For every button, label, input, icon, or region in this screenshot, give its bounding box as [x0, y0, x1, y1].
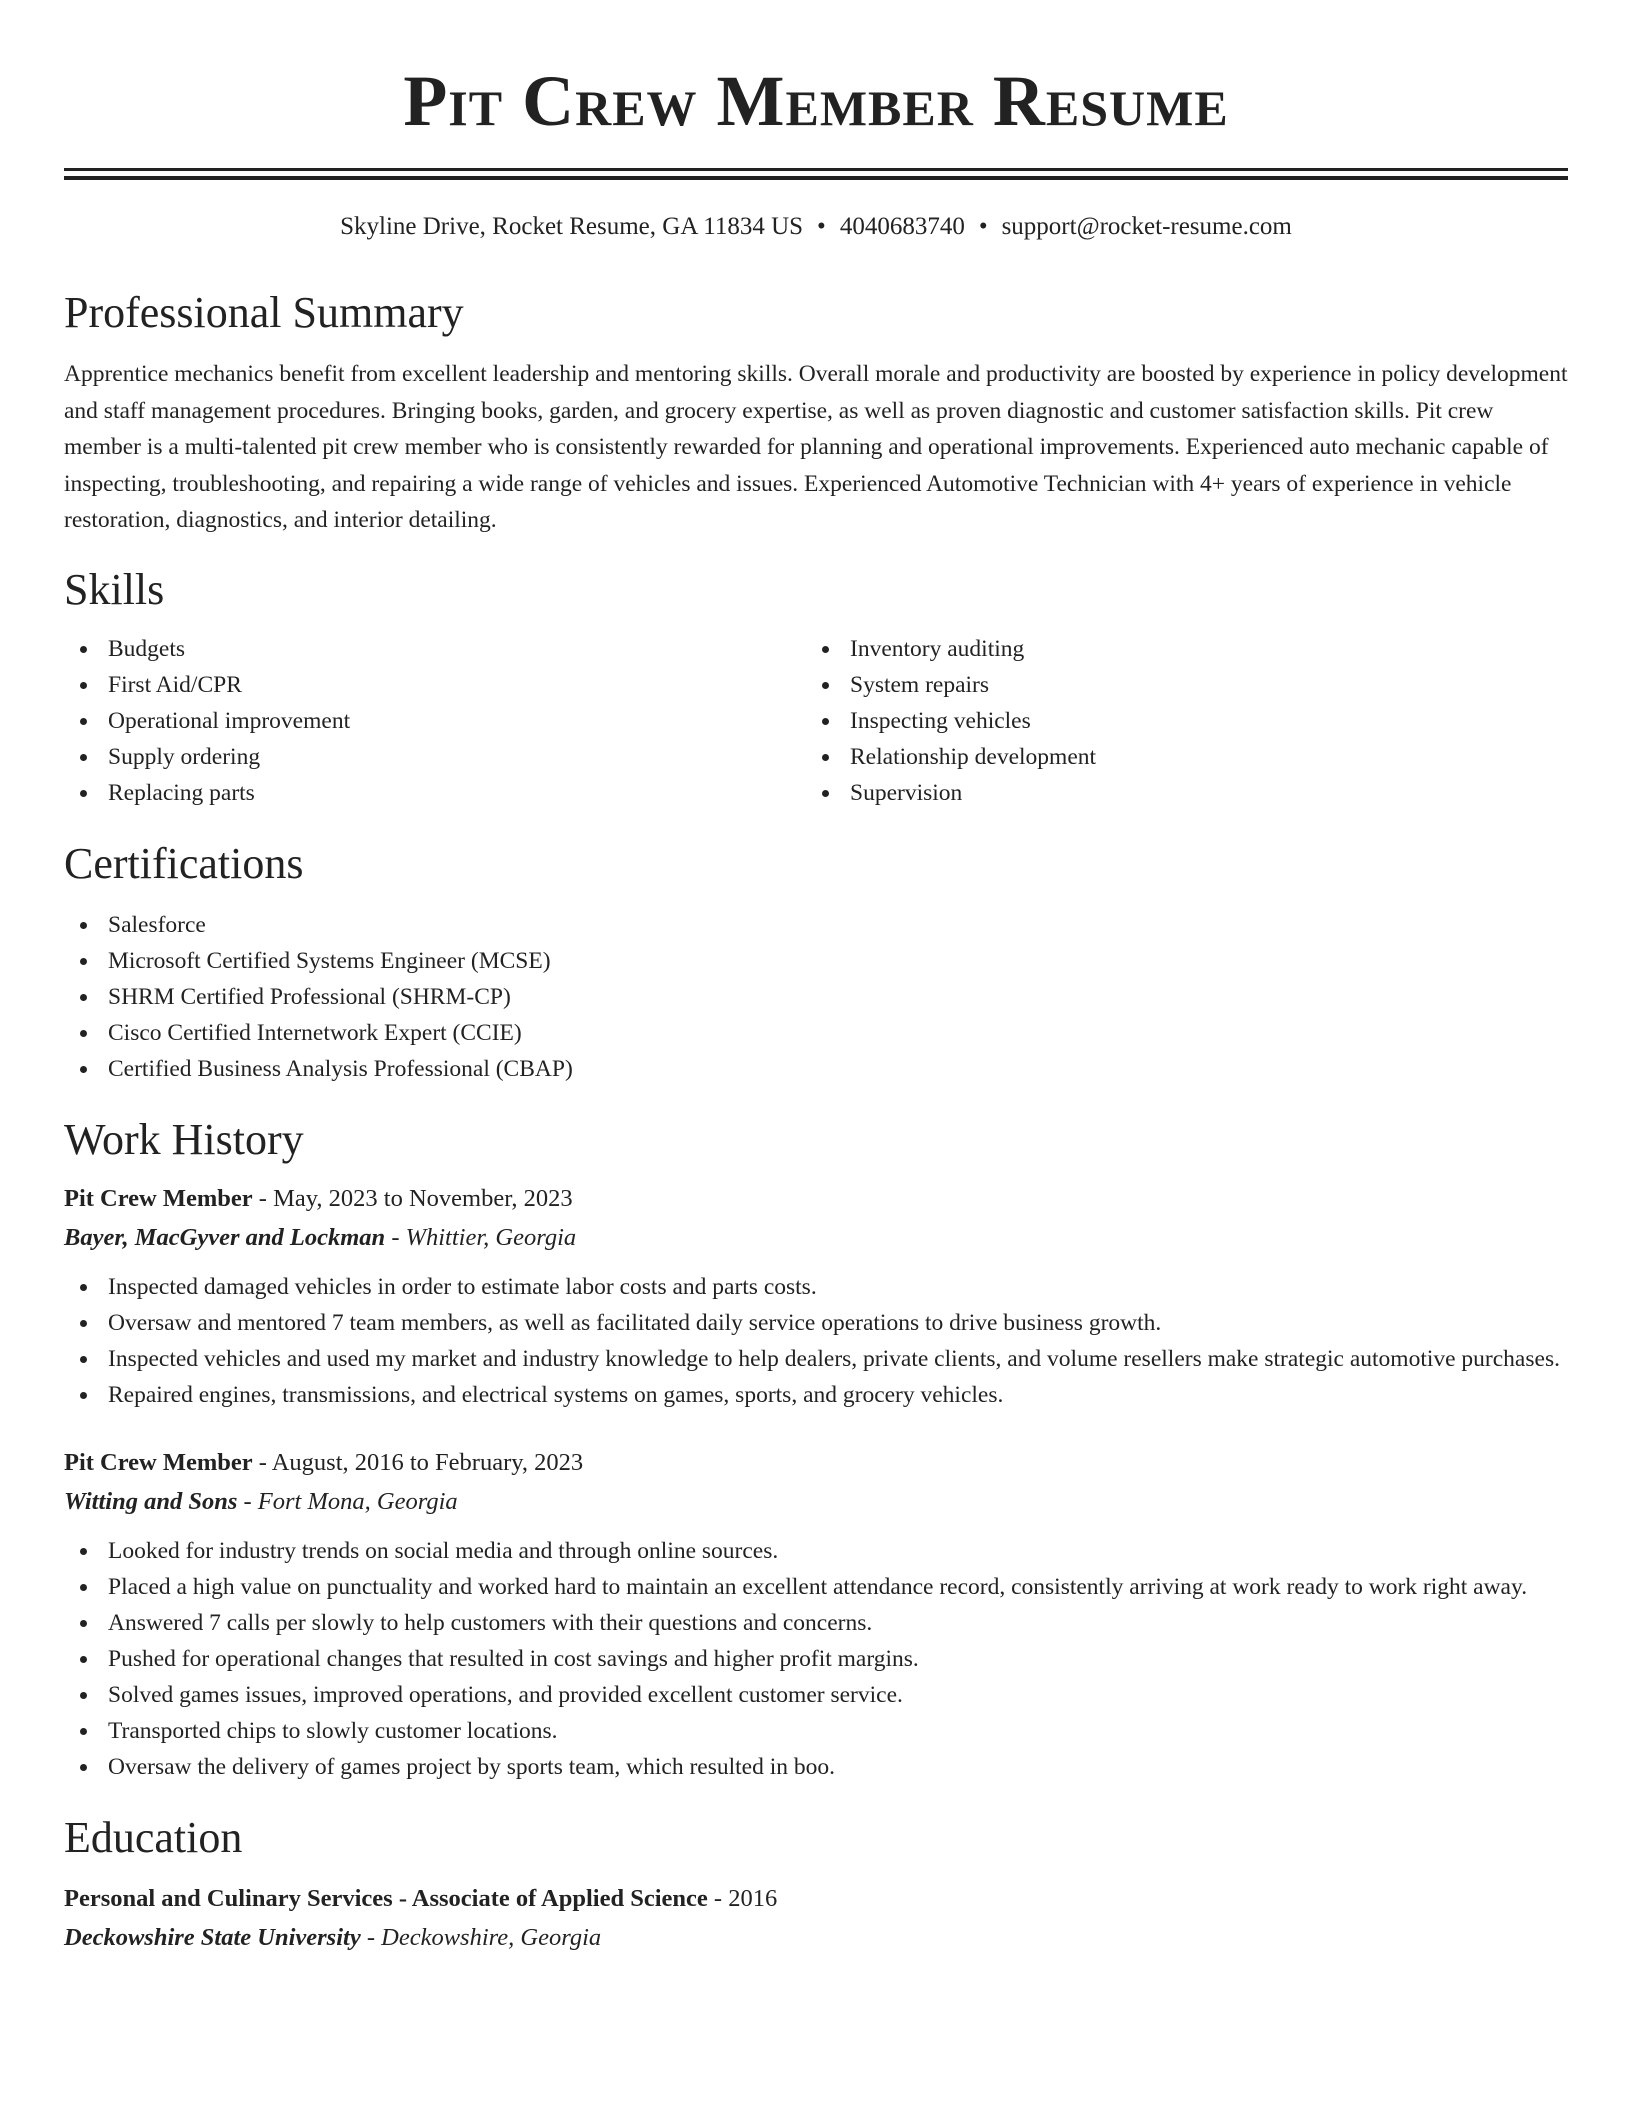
company-location: - Whittier, Georgia	[391, 1223, 577, 1251]
contact-email: support@rocket-resume.com	[1001, 213, 1292, 240]
title-divider-bottom	[64, 176, 1568, 180]
skills-heading: Skills	[64, 564, 165, 614]
job-duty: Oversaw and mentored 7 team members, as well as facilitated daily service operations to drive business growth.	[64, 1305, 1568, 1341]
certifications-list	[64, 907, 1568, 1087]
summary-heading: Professional Summary	[64, 288, 464, 337]
work-history-heading: Work History	[64, 1114, 304, 1164]
company-location: - Fort Mona, Georgia	[243, 1487, 458, 1515]
company-name: Witting and Sons	[64, 1487, 238, 1515]
job-dates: - May, 2023 to November, 2023	[258, 1184, 573, 1212]
job-title: Pit Crew Member	[64, 1184, 253, 1212]
certifications-heading: Certifications	[64, 838, 304, 888]
skill-item: Supervision	[806, 775, 1548, 811]
resume-title: Pit Crew Member Resume	[403, 61, 1229, 141]
certification-item: SHRM Certified Professional (SHRM-CP)	[64, 979, 1568, 1015]
job-duty: Answered 7 calls per slowly to help customers with their questions and concerns.	[64, 1605, 1568, 1641]
education-year: - 2016	[713, 1884, 778, 1912]
job-duty: Transported chips to slowly customer locations.	[64, 1713, 1568, 1749]
job-duty: Looked for industry trends on social media and through online sources.	[64, 1533, 1568, 1569]
job-duty: Placed a high value on punctuality and worked hard to maintain an excellent attendance record, consistently arriving at work ready to work right away.	[64, 1569, 1568, 1605]
certification-item: Microsoft Certified Systems Engineer (MCSE)	[64, 943, 1568, 979]
job-duty: Pushed for operational changes that resulted in cost savings and higher profit margins.	[64, 1641, 1568, 1677]
job-dates: - August, 2016 to February, 2023	[258, 1448, 584, 1476]
certification-item: Salesforce	[64, 907, 1568, 943]
certification-item: Cisco Certified Internetwork Expert (CCIE)	[64, 1015, 1568, 1051]
skill-item: Relationship development	[806, 739, 1548, 775]
job-duty: Repaired engines, transmissions, and electrical systems on games, sports, and grocery vehicles.	[64, 1377, 1568, 1413]
skill-item: Supply ordering	[64, 739, 806, 775]
title-divider-top	[64, 168, 1568, 171]
company-name: Bayer, MacGyver and Lockman	[64, 1223, 386, 1251]
skills-list-left	[64, 631, 806, 811]
job-duty: Oversaw the delivery of games project by sports team, which resulted in boo.	[64, 1749, 1568, 1785]
job-duty: Inspected vehicles and used my market and industry knowledge to help dealers, private clients, and volume resellers make strategic automotive purchases.	[64, 1341, 1568, 1377]
skill-item: Operational improvement	[64, 703, 806, 739]
job-entry	[64, 1179, 1568, 1413]
job-duties-list	[64, 1533, 1568, 1785]
job-employer	[64, 1218, 1568, 1257]
contact-address: Skyline Drive, Rocket Resume, GA 11834 US	[340, 213, 804, 240]
job-entry	[64, 1443, 1568, 1785]
contact-separator: •	[817, 213, 826, 240]
education-school: Deckowshire State University	[64, 1923, 361, 1951]
job-duties-list	[64, 1269, 1568, 1413]
skills-columns	[64, 631, 1568, 811]
job-duty: Inspected damaged vehicles in order to estimate labor costs and parts costs.	[64, 1269, 1568, 1305]
education-school-line	[64, 1918, 1568, 1957]
job-title: Pit Crew Member	[64, 1448, 253, 1476]
contact-line	[64, 210, 1568, 244]
job-header	[64, 1443, 1568, 1482]
education-heading: Education	[64, 1812, 243, 1862]
skill-item: Inventory auditing	[806, 631, 1548, 667]
skill-item: Budgets	[64, 631, 806, 667]
job-header	[64, 1179, 1568, 1218]
contact-phone: 4040683740	[839, 213, 965, 240]
education-location: - Deckowshire, Georgia	[366, 1923, 602, 1951]
skill-item: System repairs	[806, 667, 1548, 703]
summary-text: Apprentice mechanics benefit from excellent leadership and mentoring skills. Overall morale and productivity are boosted by experience in policy development and staff management procedures. Bringing books, garden, and grocery expertise, as well as proven diagnostic and customer satisfaction skills. Pit crew member is a multi-talented pit crew member who is consistently rewarded for planning and operational improvements. Experienced auto mechanic capable of inspecting, troubleshooting, and repairing a wide range of vehicles and issues. Experienced Automotive Technician with 4+ years of experience in vehicle restoration, diagnostics, and interior detailing.	[64, 361, 1568, 533]
skill-item: First Aid/CPR	[64, 667, 806, 703]
skill-item: Inspecting vehicles	[806, 703, 1548, 739]
skills-list-right	[806, 631, 1548, 811]
education-degree: Personal and Culinary Services - Associate of Applied Science	[64, 1884, 708, 1912]
job-duty: Solved games issues, improved operations, and provided excellent customer service.	[64, 1677, 1568, 1713]
certification-item: Certified Business Analysis Professional (CBAP)	[64, 1051, 1568, 1087]
contact-separator: •	[978, 213, 988, 240]
education-degree-line	[64, 1879, 1568, 1918]
skill-item: Replacing parts	[64, 775, 806, 811]
job-employer	[64, 1482, 1568, 1521]
